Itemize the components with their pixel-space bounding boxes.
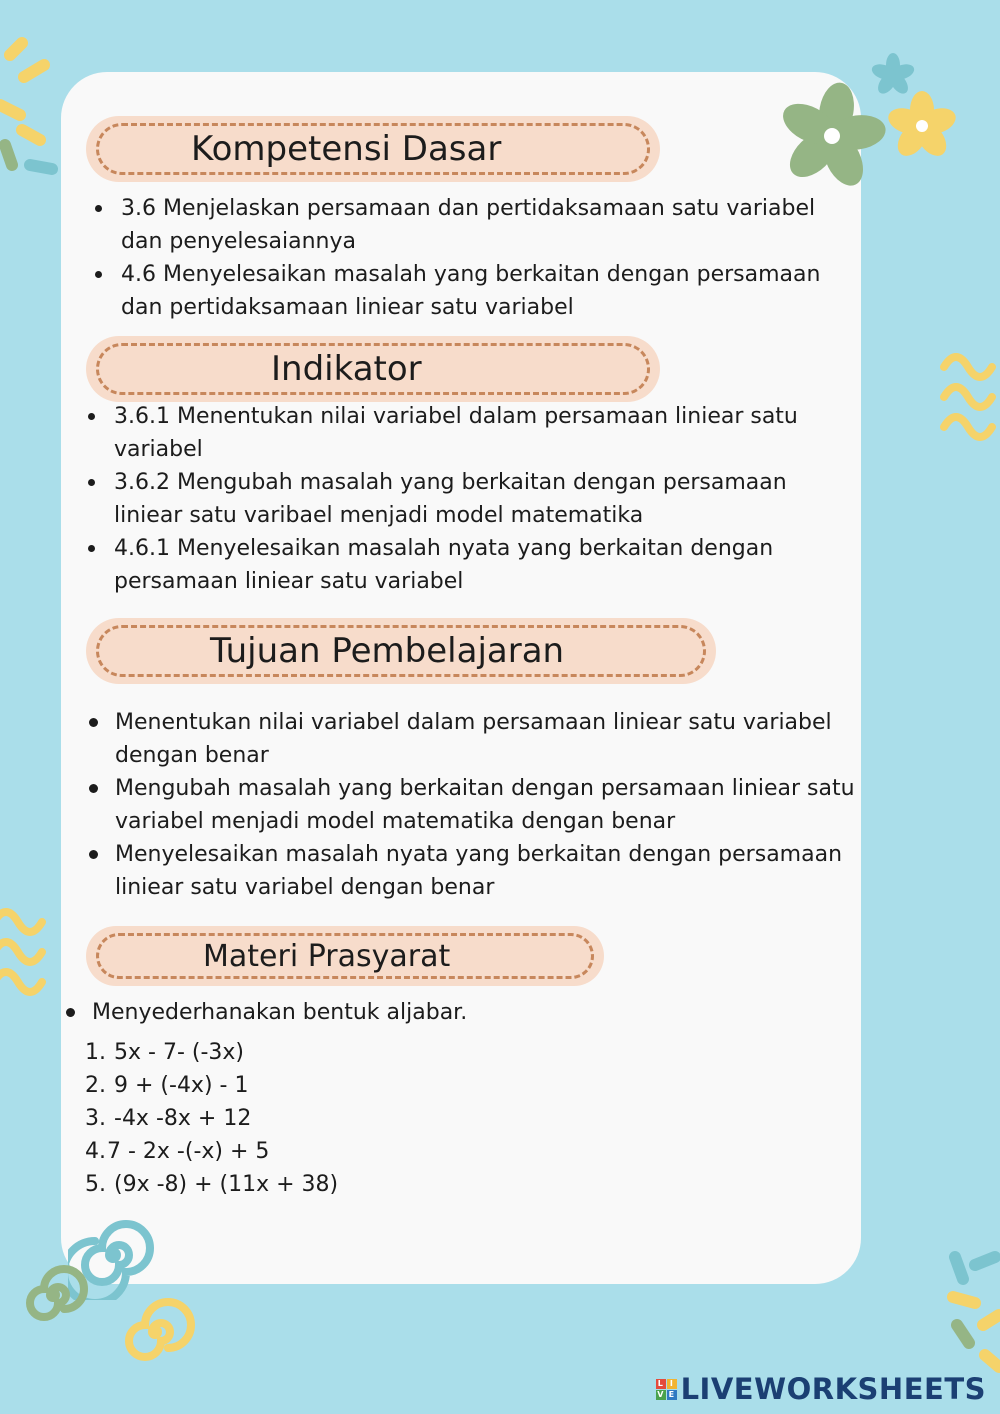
left-squiggle-icon	[0, 900, 60, 1000]
indikator-title: Indikator	[271, 349, 422, 389]
right-squiggle-icon	[940, 345, 1000, 445]
materi-prasyarat-header	[86, 926, 604, 986]
list-item: 3.6.2 Mengubah masalah yang berkaitan dengan persamaan liniear satu varibael menjadi model matematika	[80, 466, 855, 532]
problem-item: 4. 7 - 2x -(-x) + 5	[85, 1139, 270, 1164]
top-right-yellow-flower-icon	[882, 86, 962, 166]
materi-intro: Menyederhanakan bentuk aljabar.	[58, 996, 758, 1029]
liveworksheets-logo[interactable]	[656, 1372, 986, 1406]
problem-list	[85, 1036, 338, 1201]
tujuan-pembelajaran-header	[86, 618, 716, 684]
logo-mark-icon: L I V E	[656, 1379, 677, 1400]
top-left-confetti	[0, 35, 70, 225]
yellow-spiral-icon	[115, 1292, 195, 1372]
problem-item: 3. -4x -8x + 12	[85, 1106, 252, 1131]
list-item: 4.6 Menyelesaikan masalah yang berkaitan dengan persamaan dan pertidaksamaan liniear satu variabel	[87, 258, 862, 324]
list-item: 4.6.1 Menyelesaikan masalah nyata yang berkaitan dengan persamaan liniear satu variabel	[80, 532, 855, 598]
green-flower-icon	[778, 78, 888, 193]
kompetensi-dasar-header	[86, 116, 660, 182]
logo-text: LIVEWORKSHEETS	[680, 1372, 986, 1406]
tujuan-pembelajaran-title: Tujuan Pembelajaran	[210, 631, 565, 671]
indikator-header	[86, 336, 660, 402]
list-item: 3.6 Menjelaskan persamaan dan pertidaksamaan satu variabel dan penyelesaiannya	[87, 192, 862, 258]
list-item: Mengubah masalah yang berkaitan dengan persamaan liniear satu variabel menjadi model matematika dengan benar	[81, 772, 856, 838]
problem-item: 2. 9 + (-4x) - 1	[85, 1073, 249, 1098]
kompetensi-dasar-list	[87, 192, 862, 324]
list-item: Menentukan nilai variabel dalam persamaan liniear satu variabel dengan benar	[81, 706, 856, 772]
indikator-list	[80, 400, 855, 598]
materi-prasyarat-title: Materi Prasyarat	[203, 938, 451, 974]
materi-prasyarat-list	[58, 996, 758, 1029]
kompetensi-dasar-title: Kompetensi Dasar	[191, 129, 502, 169]
list-item: Menyelesaikan masalah nyata yang berkaitan dengan persamaan liniear satu variabel dengan benar	[81, 838, 856, 904]
list-item: 3.6.1 Menentukan nilai variabel dalam persamaan liniear satu variabel	[80, 400, 855, 466]
tujuan-pembelajaran-list	[81, 706, 856, 904]
problem-item: 5. (9x -8) + (11x + 38)	[85, 1172, 339, 1197]
problem-item: 1. 5x - 7- (-3x)	[85, 1040, 244, 1065]
green-spiral-icon	[18, 1260, 88, 1330]
